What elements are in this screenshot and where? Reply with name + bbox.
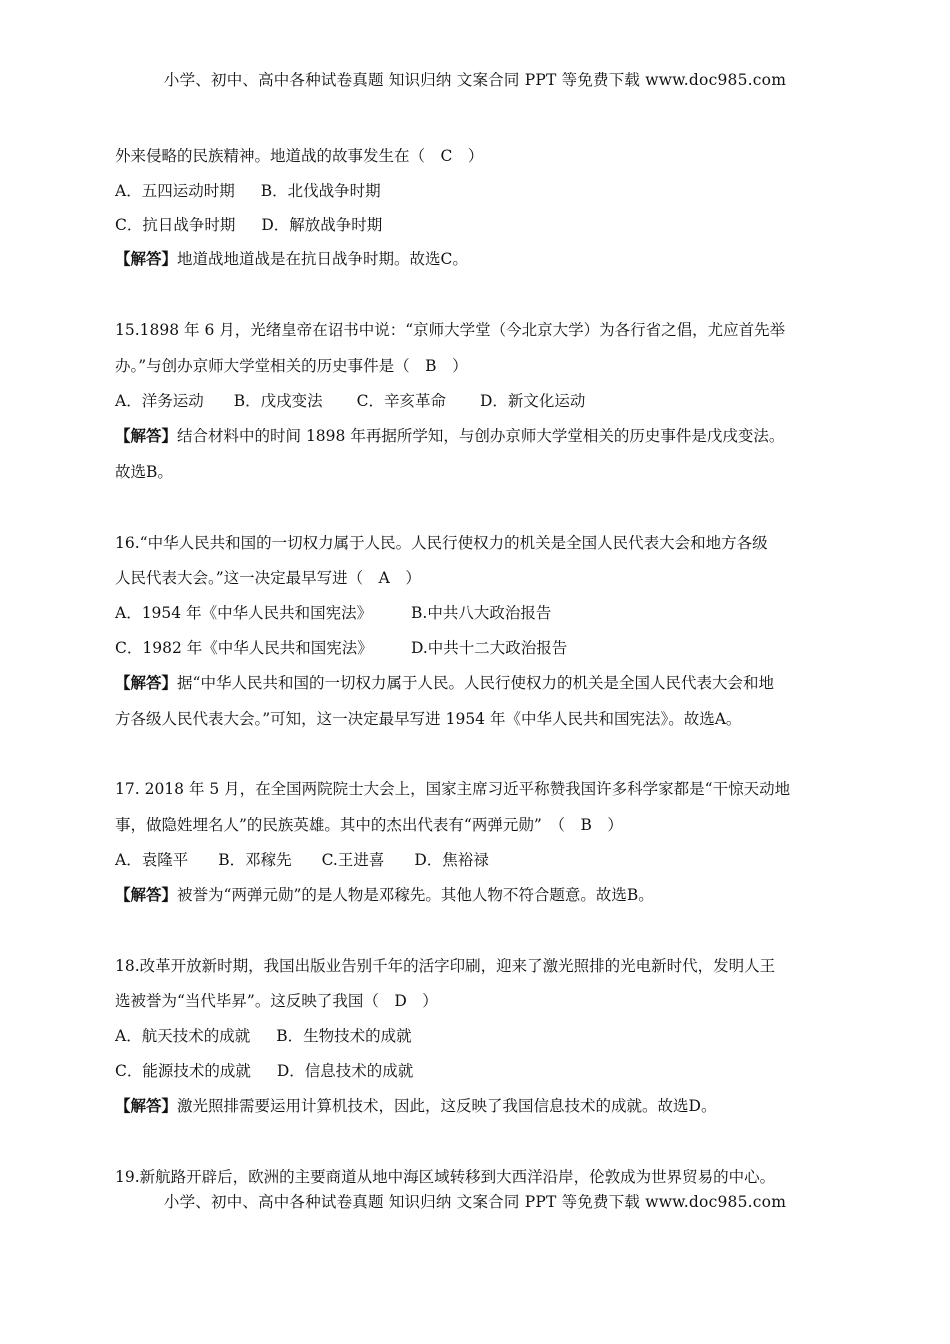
q15-option-c: C．辛亥革命 bbox=[356, 392, 446, 410]
q15-answer-line-2: 故选B。 bbox=[115, 463, 173, 481]
q16-option-c: C．1982 年《中华人民共和国宪法》 bbox=[115, 639, 373, 657]
page-footer: 小学、初中、高中各种试卷真题 知识归纳 文案合同 PPT 等免费下载 www.doc985.com bbox=[163, 1193, 787, 1211]
q14-answer bbox=[115, 249, 468, 269]
q14-option-d: D．解放战争时期 bbox=[261, 216, 383, 234]
q16-stem-line-1: 16.“中华人民共和国的一切权力属于人民。人民行使权力的机关是全国人民代表大会和地方各级 bbox=[115, 534, 768, 552]
q17-option-d: D．焦裕禄 bbox=[414, 851, 489, 869]
q14-option-b: B．北伐战争时期 bbox=[260, 182, 381, 200]
q16-option-d: D.中共十二大政治报告 bbox=[411, 639, 568, 657]
q16-answer-line-2: 方各级人民代表大会。”可知，这一决定最早写进 1954 年《中华人民共和国宪法》。故选A。 bbox=[115, 710, 742, 728]
q16-answer-line-1 bbox=[115, 673, 774, 693]
page-header: 小学、初中、高中各种试卷真题 知识归纳 文案合同 PPT 等免费下载 www.doc985.com bbox=[163, 71, 787, 89]
q17-option-a: A．袁隆平 bbox=[115, 851, 189, 869]
q18-answer-label: 【解答】 bbox=[115, 1096, 178, 1115]
q17-answer-label: 【解答】 bbox=[115, 885, 178, 904]
q15-option-d: D．新文化运动 bbox=[479, 392, 586, 410]
q14-option-a: A．五四运动时期 bbox=[115, 182, 235, 200]
q16-options-row-1 bbox=[115, 603, 551, 623]
q18-option-d: D．信息技术的成就 bbox=[276, 1062, 414, 1080]
q17-answer-text: 被誉为“两弹元勋”的是人物是邓稼先。其他人物不符合题意。故选B。 bbox=[177, 886, 654, 904]
q14-options-row-1 bbox=[115, 181, 381, 201]
q14-answer-label: 【解答】 bbox=[115, 249, 178, 268]
q14-stem: 外来侵略的民族精神。地道战的故事发生在（ C ） bbox=[115, 147, 484, 165]
q19-stem-line-1: 19.新航路开辟后，欧洲的主要商道从地中海区域转移到大西洋沿岸，伦敦成为世界贸易的中心。 bbox=[115, 1168, 776, 1186]
q15-option-a: A．洋务运动 bbox=[115, 392, 204, 410]
q16-stem-line-2: 人民代表大会。”这一决定最早写进（ A ） bbox=[115, 569, 421, 587]
q16-options-row-2 bbox=[115, 638, 567, 658]
q15-stem-line-1: 15.1898 年 6 月，光绪皇帝在诏书中说：“京师大学堂（今北京大学）为各行省之倡，尤应首先举 bbox=[115, 321, 786, 339]
q16-option-b: B.中共八大政治报告 bbox=[411, 604, 552, 622]
q17-answer bbox=[115, 885, 654, 905]
q14-options-row-2 bbox=[115, 215, 382, 235]
q14-option-c: C．抗日战争时期 bbox=[115, 216, 236, 234]
q18-options-row-2 bbox=[115, 1061, 413, 1081]
q16-answer-text-1: 据“中华人民共和国的一切权力属于人民。人民行使权力的机关是全国人民代表大会和地 bbox=[177, 674, 774, 692]
q18-answer-text: 激光照排需要运用计算机技术，因此，这反映了我国信息技术的成就。故选D。 bbox=[177, 1097, 717, 1115]
q15-answer-label: 【解答】 bbox=[115, 426, 178, 445]
q15-answer-text-1: 结合材料中的时间 1898 年再据所学知，与创办京师大学堂相关的历史事件是戊戌变法。 bbox=[177, 427, 785, 445]
q18-options-row-1 bbox=[115, 1026, 412, 1046]
q18-answer bbox=[115, 1096, 716, 1116]
q17-option-b: B．邓稼先 bbox=[218, 851, 292, 869]
q17-options-row bbox=[115, 850, 489, 870]
q15-options-row bbox=[115, 391, 585, 411]
q18-stem-line-1: 18.改革开放新时期，我国出版业告别千年的活字印刷，迎来了激光照排的光电新时代，发明人王 bbox=[115, 957, 776, 975]
q14-answer-text: 地道战地道战是在抗日战争时期。故选C。 bbox=[177, 250, 468, 268]
q15-answer-line-1 bbox=[115, 426, 784, 446]
q15-option-b: B．戊戌变法 bbox=[233, 392, 323, 410]
q18-option-a: A．航天技术的成就 bbox=[115, 1027, 251, 1045]
q16-answer-label: 【解答】 bbox=[115, 673, 178, 692]
q17-stem-line-1: 17. 2018 年 5 月，在全国两院院士大会上，国家主席习近平称赞我国许多科学家都是“干惊天动地 bbox=[115, 780, 791, 798]
q18-option-c: C．能源技术的成就 bbox=[115, 1062, 251, 1080]
q17-option-c: C.王进喜 bbox=[321, 851, 385, 869]
q15-stem-line-2: 办。”与创办京师大学堂相关的历史事件是（ B ） bbox=[115, 357, 468, 375]
q17-stem-line-2: 事，做隐姓埋名人”的民族英雄。其中的杰出代表有“两弹元勋” （ B ） bbox=[115, 816, 623, 834]
q16-option-a: A．1954 年《中华人民共和国宪法》 bbox=[115, 604, 373, 622]
q18-stem-line-2: 选被誉为“当代毕昇”。这反映了我国（ D ） bbox=[115, 992, 438, 1010]
q18-option-b: B．生物技术的成就 bbox=[276, 1027, 412, 1045]
